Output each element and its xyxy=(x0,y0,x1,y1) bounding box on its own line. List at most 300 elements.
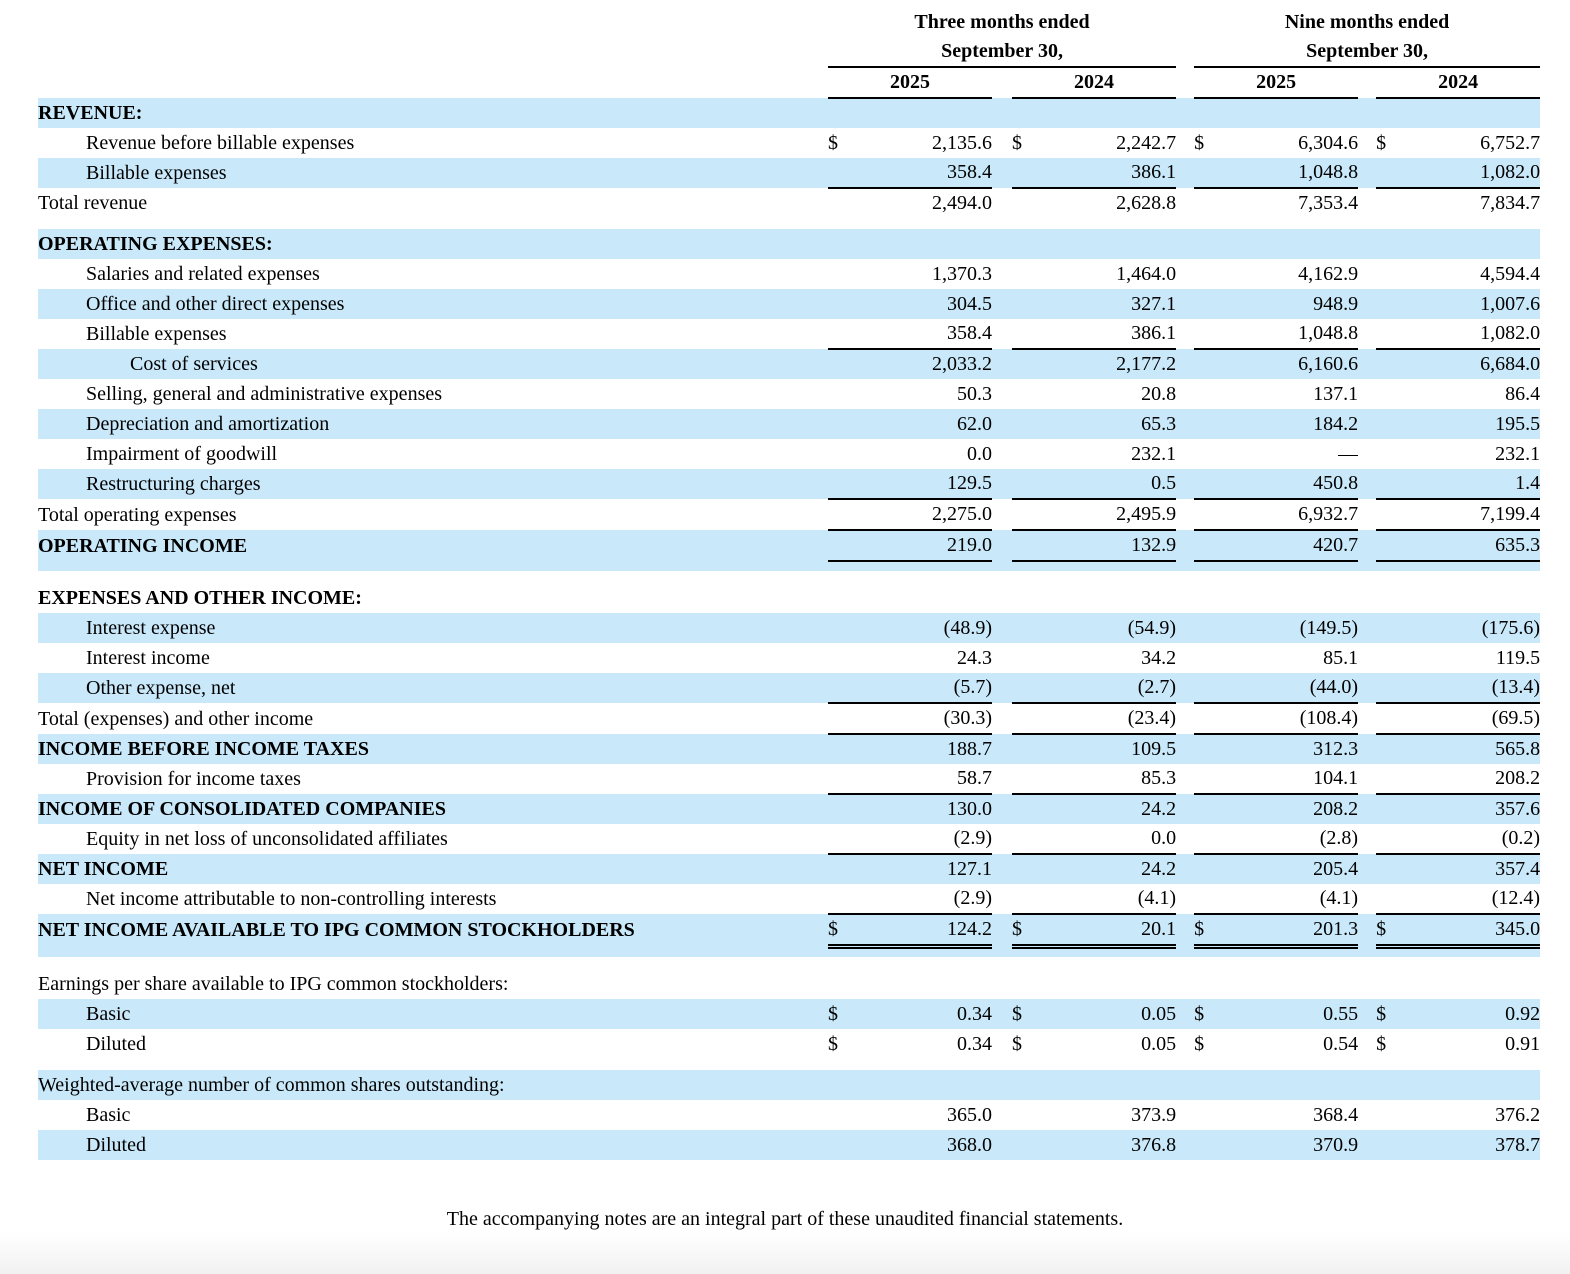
dollar-sign xyxy=(1194,188,1218,218)
spacer-cell xyxy=(1194,948,1218,957)
value-cell: 34.2 xyxy=(1141,647,1177,669)
column-gap xyxy=(1176,1130,1194,1160)
table-row xyxy=(38,439,1540,469)
value-cell: 205.4 xyxy=(1218,854,1358,884)
value-cell: 7,199.4 xyxy=(1400,499,1540,530)
value-cell: 24.2 xyxy=(1036,794,1176,824)
column-gap xyxy=(1358,1100,1376,1130)
value-cell: 386.1 xyxy=(1036,158,1176,188)
dollar-sign xyxy=(1012,439,1036,469)
dollar-sign xyxy=(1376,673,1400,703)
dollar-sign xyxy=(1012,229,1036,259)
column-gap xyxy=(1358,98,1376,128)
spacer-cell xyxy=(1218,561,1358,571)
row-label: NET INCOME AVAILABLE TO IPG COMMON STOCKHOLDERS xyxy=(38,914,828,945)
dollar-sign: $ xyxy=(1376,999,1400,1029)
dollar-sign: $ xyxy=(828,999,852,1029)
year-header: 2024 xyxy=(1376,67,1540,98)
column-gap xyxy=(1176,289,1194,319)
dollar-sign xyxy=(1194,764,1218,794)
dollar-sign xyxy=(1012,884,1036,914)
dollar-sign xyxy=(1376,1070,1400,1100)
value-cell: 86.4 xyxy=(1505,383,1541,405)
column-gap xyxy=(992,969,1012,999)
period-header-nine-months xyxy=(1194,8,1540,67)
table-row xyxy=(38,289,1540,319)
dollar-sign xyxy=(1012,969,1036,999)
year-header: 2025 xyxy=(1194,67,1358,98)
value-cell: 119.5 xyxy=(1495,647,1541,669)
spacer-cell xyxy=(1176,571,1194,583)
header-gap xyxy=(1358,67,1376,98)
dollar-sign xyxy=(1376,583,1400,613)
row-label: Weighted-average number of common shares outstanding: xyxy=(38,1070,828,1100)
value-cell xyxy=(1400,583,1540,613)
dollar-sign xyxy=(1012,98,1036,128)
spacer-cell xyxy=(1358,957,1376,969)
column-gap xyxy=(992,128,1012,158)
table-row xyxy=(38,158,1540,188)
column-gap xyxy=(992,289,1012,319)
column-gap xyxy=(992,349,1012,379)
value-cell: 0.5 xyxy=(1036,469,1176,499)
dollar-sign xyxy=(1012,734,1036,764)
value-cell: (108.4) xyxy=(1218,703,1358,734)
value-cell: 1,007.6 xyxy=(1400,289,1540,319)
row-label: Impairment of goodwill xyxy=(86,443,278,465)
dollar-sign xyxy=(1012,703,1036,734)
dollar-sign xyxy=(1376,379,1400,409)
column-gap xyxy=(1358,379,1376,409)
row-label: Diluted xyxy=(86,1033,146,1055)
spacer-row xyxy=(38,948,1540,957)
spacer-cell xyxy=(38,561,828,571)
dollar-sign xyxy=(828,229,852,259)
dollar-sign xyxy=(1194,469,1218,499)
value-cell: 2,033.2 xyxy=(852,349,992,379)
dollar-sign xyxy=(1012,824,1036,854)
spacer-cell xyxy=(1036,957,1176,969)
value-cell: 420.7 xyxy=(1218,530,1358,561)
spacer-cell xyxy=(1376,561,1400,571)
value-cell: 0.0 xyxy=(967,443,992,465)
value-cell: 4,162.9 xyxy=(1298,263,1359,285)
value-cell xyxy=(1400,229,1540,259)
value-cell: 358.4 xyxy=(852,319,992,349)
dollar-sign: $ xyxy=(1194,999,1218,1029)
value-cell: 1,464.0 xyxy=(1116,263,1177,285)
dollar-sign xyxy=(828,409,852,439)
row-label: Depreciation and amortization xyxy=(38,409,828,439)
column-gap xyxy=(1176,1070,1194,1100)
row-label: INCOME OF CONSOLIDATED COMPANIES xyxy=(38,794,828,824)
value-cell: (2.9) xyxy=(852,884,992,914)
spacer-cell xyxy=(852,1059,992,1070)
value-cell: 232.1 xyxy=(1131,443,1177,465)
dollar-sign xyxy=(1194,854,1218,884)
column-gap xyxy=(1358,854,1376,884)
dollar-sign xyxy=(1012,1100,1036,1130)
dollar-sign xyxy=(1376,349,1400,379)
column-gap xyxy=(992,764,1012,794)
dollar-sign: $ xyxy=(828,1033,838,1055)
dollar-sign xyxy=(1376,643,1400,673)
dollar-sign: $ xyxy=(1376,1033,1387,1055)
row-label: Total revenue xyxy=(38,192,148,214)
spacer-cell xyxy=(852,561,992,571)
value-cell: 132.9 xyxy=(1036,530,1176,561)
value-cell xyxy=(1036,1070,1176,1100)
spacer-cell xyxy=(1400,948,1540,957)
spacer-cell xyxy=(1194,218,1218,229)
value-cell: (4.1) xyxy=(1036,884,1176,914)
dollar-sign xyxy=(1194,643,1218,673)
value-cell xyxy=(1036,229,1176,259)
column-gap xyxy=(1176,158,1194,188)
value-cell: 1.4 xyxy=(1400,469,1540,499)
value-cell: 1,370.3 xyxy=(932,263,992,285)
dollar-sign xyxy=(1012,319,1036,349)
value-cell xyxy=(1400,98,1540,128)
column-gap xyxy=(992,914,1012,945)
dollar-sign xyxy=(828,188,852,218)
dollar-sign xyxy=(1376,613,1400,643)
row-label: Basic xyxy=(38,999,828,1029)
column-gap xyxy=(1358,734,1376,764)
column-gap xyxy=(992,259,1012,289)
row-label: Billable expenses xyxy=(38,158,828,188)
value-cell xyxy=(1218,583,1358,613)
table-row xyxy=(38,999,1540,1029)
value-cell: 65.3 xyxy=(1036,409,1176,439)
period-header-three-months xyxy=(828,8,1176,67)
period-line2: September 30, xyxy=(941,40,1063,62)
spacer-cell xyxy=(1176,218,1194,229)
spacer-cell xyxy=(852,218,992,229)
dollar-sign xyxy=(1194,530,1218,561)
dollar-sign xyxy=(1376,824,1400,854)
table-row xyxy=(38,764,1540,794)
value-cell: 62.0 xyxy=(852,409,992,439)
dollar-sign xyxy=(828,289,852,319)
table-row xyxy=(38,824,1540,854)
dollar-sign xyxy=(828,1100,852,1130)
dollar-sign xyxy=(1376,854,1400,884)
value-cell xyxy=(852,98,992,128)
column-gap xyxy=(1176,409,1194,439)
dollar-sign xyxy=(1376,499,1400,530)
value-cell: 635.3 xyxy=(1400,530,1540,561)
spacer-cell xyxy=(1400,218,1540,229)
header-spacer xyxy=(38,67,828,98)
column-gap xyxy=(1176,764,1194,794)
dollar-sign: $ xyxy=(1012,1033,1022,1055)
column-gap xyxy=(1358,469,1376,499)
value-cell: 6,160.6 xyxy=(1218,349,1358,379)
column-gap xyxy=(992,854,1012,884)
column-gap xyxy=(1358,319,1376,349)
value-cell: 2,495.9 xyxy=(1036,499,1176,530)
value-cell: (4.1) xyxy=(1218,884,1358,914)
value-cell: 0.0 xyxy=(1036,824,1176,854)
column-gap xyxy=(1358,969,1376,999)
column-gap xyxy=(1176,349,1194,379)
spacer-cell xyxy=(1218,1059,1358,1070)
dollar-sign xyxy=(1376,319,1400,349)
column-gap xyxy=(1176,499,1194,530)
dollar-sign xyxy=(1376,734,1400,764)
row-label: Provision for income taxes xyxy=(86,768,301,790)
column-gap xyxy=(1176,530,1194,561)
year-header: 2025 xyxy=(828,67,992,98)
column-gap xyxy=(1358,229,1376,259)
value-cell: 0.91 xyxy=(1505,1033,1541,1055)
spacer-cell xyxy=(1218,948,1358,957)
value-cell: 219.0 xyxy=(852,530,992,561)
dollar-sign xyxy=(1194,259,1218,289)
dollar-sign: $ xyxy=(1194,914,1218,945)
value-cell: 304.5 xyxy=(852,289,992,319)
row-label: Total (expenses) and other income xyxy=(38,708,314,730)
row-label: Diluted xyxy=(38,1130,828,1160)
spacer-cell xyxy=(1218,218,1358,229)
table-row xyxy=(38,1070,1540,1100)
year-header-row xyxy=(38,67,1540,98)
column-gap xyxy=(992,703,1012,734)
period-line1: Three months ended xyxy=(914,11,1090,33)
header-gap xyxy=(992,67,1012,98)
dollar-sign xyxy=(828,673,852,703)
spacer-cell xyxy=(992,571,1012,583)
dollar-sign xyxy=(1012,379,1036,409)
spacer-cell xyxy=(1012,218,1036,229)
spacer-cell xyxy=(828,571,852,583)
table-row xyxy=(38,469,1540,499)
dollar-sign xyxy=(1194,613,1218,643)
dollar-sign xyxy=(1376,703,1400,734)
column-gap xyxy=(992,824,1012,854)
spacer-cell xyxy=(1400,561,1540,571)
value-cell: 376.2 xyxy=(1495,1104,1541,1126)
column-gap xyxy=(1358,794,1376,824)
dollar-sign xyxy=(1012,349,1036,379)
row-label: Revenue before billable expenses xyxy=(86,132,355,154)
footnote-text: The accompanying notes are an integral part of these unaudited financial statements. xyxy=(446,1208,1124,1230)
dollar-sign: $ xyxy=(1012,132,1022,154)
value-cell: 327.1 xyxy=(1036,289,1176,319)
spacer-cell xyxy=(1400,1059,1540,1070)
value-cell: (23.4) xyxy=(1036,703,1176,734)
financial-statement-page xyxy=(0,8,1570,1274)
row-label: Net income attributable to non-controlling interests xyxy=(86,888,497,910)
dollar-sign xyxy=(1194,409,1218,439)
dollar-sign xyxy=(828,643,852,673)
value-cell: 1,082.0 xyxy=(1400,158,1540,188)
dollar-sign xyxy=(1376,530,1400,561)
value-cell: 0.05 xyxy=(1141,1033,1177,1055)
table-row xyxy=(38,583,1540,613)
spacer-cell xyxy=(1358,948,1376,957)
column-gap xyxy=(1358,914,1376,945)
dollar-sign xyxy=(1194,734,1218,764)
value-cell: 368.0 xyxy=(852,1130,992,1160)
column-gap xyxy=(992,884,1012,914)
value-cell: (0.2) xyxy=(1400,824,1540,854)
row-label: Selling, general and administrative expenses xyxy=(86,383,443,405)
value-cell: (175.6) xyxy=(1400,613,1540,643)
dollar-sign xyxy=(1194,1070,1218,1100)
value-cell: 2,242.7 xyxy=(1116,132,1177,154)
value-cell: 20.1 xyxy=(1036,914,1176,945)
spacer-cell xyxy=(1176,1059,1194,1070)
spacer-cell xyxy=(1218,957,1358,969)
dollar-sign xyxy=(1194,349,1218,379)
value-cell: 109.5 xyxy=(1036,734,1176,764)
dollar-sign xyxy=(828,703,852,734)
spacer-cell xyxy=(1036,571,1176,583)
value-cell: 130.0 xyxy=(852,794,992,824)
column-gap xyxy=(992,188,1012,218)
dollar-sign xyxy=(1194,794,1218,824)
spacer-cell xyxy=(1376,218,1400,229)
value-cell: (12.4) xyxy=(1400,884,1540,914)
value-cell: 1,048.8 xyxy=(1218,319,1358,349)
dollar-sign xyxy=(828,764,852,794)
dollar-sign xyxy=(1194,884,1218,914)
page-bottom-edge xyxy=(0,1232,1570,1274)
column-gap xyxy=(992,643,1012,673)
dollar-sign: $ xyxy=(1194,132,1205,154)
spacer-cell xyxy=(852,957,992,969)
column-gap xyxy=(1176,914,1194,945)
spacer-cell xyxy=(828,218,852,229)
column-gap xyxy=(1358,643,1376,673)
column-gap xyxy=(1176,673,1194,703)
value-cell: 0.34 xyxy=(957,1033,992,1055)
dollar-sign xyxy=(1376,764,1400,794)
value-cell: 58.7 xyxy=(852,764,992,794)
column-gap xyxy=(1176,98,1194,128)
column-gap xyxy=(1176,583,1194,613)
dollar-sign xyxy=(1376,794,1400,824)
dollar-sign xyxy=(1376,884,1400,914)
year-header: 2024 xyxy=(1012,67,1176,98)
dollar-sign xyxy=(828,349,852,379)
dollar-sign xyxy=(1194,379,1218,409)
dollar-sign xyxy=(1376,98,1400,128)
value-cell xyxy=(852,229,992,259)
column-gap xyxy=(1176,469,1194,499)
value-cell: 2,177.2 xyxy=(1036,349,1176,379)
row-label: Restructuring charges xyxy=(38,469,828,499)
value-cell: 450.8 xyxy=(1218,469,1358,499)
spacer-cell xyxy=(38,218,828,229)
table-row xyxy=(38,643,1540,673)
income-statement-table xyxy=(38,8,1540,1160)
dollar-sign xyxy=(828,854,852,884)
dollar-sign xyxy=(828,469,852,499)
value-cell: 24.2 xyxy=(1036,854,1176,884)
value-cell: 124.2 xyxy=(852,914,992,945)
dollar-sign xyxy=(828,824,852,854)
value-cell: 85.3 xyxy=(1036,764,1176,794)
dollar-sign xyxy=(1376,158,1400,188)
dollar-sign xyxy=(828,158,852,188)
row-label: OPERATING EXPENSES: xyxy=(38,229,828,259)
dollar-sign xyxy=(1376,439,1400,469)
row-label: Equity in net loss of unconsolidated affiliates xyxy=(86,828,448,850)
value-cell: 565.8 xyxy=(1400,734,1540,764)
column-gap xyxy=(1358,158,1376,188)
value-cell: 948.9 xyxy=(1218,289,1358,319)
spacer-cell xyxy=(828,1059,852,1070)
table-row xyxy=(38,703,1540,734)
column-gap xyxy=(1358,1029,1376,1059)
column-gap xyxy=(1358,583,1376,613)
value-cell: 0.34 xyxy=(852,999,992,1029)
column-gap xyxy=(1358,824,1376,854)
spacer-cell xyxy=(1012,571,1036,583)
dollar-sign xyxy=(1194,158,1218,188)
value-cell: (30.3) xyxy=(852,703,992,734)
dollar-sign xyxy=(1376,259,1400,289)
dollar-sign xyxy=(1194,1100,1218,1130)
row-label: REVENUE: xyxy=(38,98,828,128)
column-gap xyxy=(1358,349,1376,379)
value-cell: (69.5) xyxy=(1400,703,1540,734)
value-cell xyxy=(1218,1070,1358,1100)
column-gap xyxy=(1176,794,1194,824)
column-gap xyxy=(1176,969,1194,999)
column-gap xyxy=(992,409,1012,439)
row-label: Total operating expenses xyxy=(38,504,237,526)
column-gap xyxy=(1176,703,1194,734)
value-cell xyxy=(852,583,992,613)
column-gap xyxy=(1358,409,1376,439)
spacer-cell xyxy=(1400,571,1540,583)
dollar-sign xyxy=(1012,530,1036,561)
value-cell: 6,304.6 xyxy=(1298,132,1359,154)
column-gap xyxy=(992,319,1012,349)
value-cell: 4,594.4 xyxy=(1480,263,1541,285)
value-cell xyxy=(852,969,992,999)
value-cell: 85.1 xyxy=(1323,647,1359,669)
value-cell: 188.7 xyxy=(852,734,992,764)
dollar-sign: $ xyxy=(1376,132,1387,154)
dollar-sign xyxy=(828,259,852,289)
dollar-sign xyxy=(1376,188,1400,218)
spacer-cell xyxy=(1036,561,1176,571)
column-gap xyxy=(1358,439,1376,469)
dollar-sign xyxy=(828,530,852,561)
column-gap xyxy=(992,673,1012,703)
spacer-cell xyxy=(852,571,992,583)
row-label: Cost of services xyxy=(38,349,828,379)
dollar-sign: $ xyxy=(828,914,852,945)
header-spacer xyxy=(38,8,828,67)
column-gap xyxy=(1176,999,1194,1029)
period-line2: September 30, xyxy=(1306,40,1428,62)
value-cell xyxy=(1036,969,1176,999)
spacer-cell xyxy=(992,561,1012,571)
column-gap xyxy=(992,613,1012,643)
period-header-row xyxy=(38,8,1540,67)
spacer-cell xyxy=(1012,957,1036,969)
column-gap xyxy=(992,530,1012,561)
table-row xyxy=(38,673,1540,703)
row-label: Other expense, net xyxy=(38,673,828,703)
dollar-sign xyxy=(828,319,852,349)
